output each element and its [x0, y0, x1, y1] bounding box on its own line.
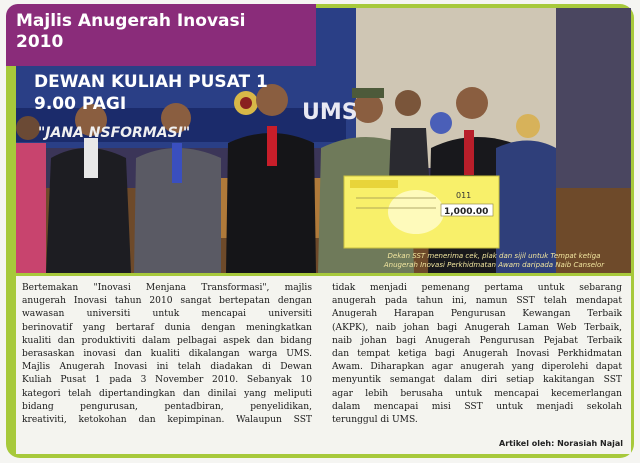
text-line: wawasan universiti untuk mencapai universiti: [22, 309, 312, 320]
cheque-number: 011: [456, 191, 472, 200]
text-line: menyuntik semangat dalam diri setiap kakitangan SST: [332, 375, 622, 386]
text-line: dalam mencapai misi SST untuk menjadi sekolah: [332, 401, 622, 412]
text-line: kualiti dan produktiviti dalam pelbagai aspek dan bidang: [22, 335, 312, 346]
text-line: Awam. Diharapkan agar anugerah yang diperolehi dapat: [332, 362, 622, 373]
text-line: Majlis Anugerah Inovasi ini telah diadakan di Dewan: [22, 362, 312, 373]
text-line: Bertemakan "Inovasi Menjana Transformasi", majlis: [22, 283, 312, 293]
text-line: kreativiti, ketokohan dan kepimpinan. Walaupun SST: [22, 415, 312, 426]
text-line: berasaskan inovasi dan kualiti dikalangan warga UMS.: [22, 349, 312, 360]
text-line: tidak menjadi pemenang pertama untuk sebarang: [332, 283, 622, 293]
cheque-amount: 1,000.00: [444, 207, 489, 217]
title-line-1: Majlis Anugerah Inovasi: [16, 11, 246, 31]
text-line: terunggul di UMS.: [332, 415, 418, 426]
text-line: agar lebih berusaha untuk mencapai kecemerlangan: [332, 388, 622, 399]
text-line: (AKPK), naib johan bagi Anugerah Laman Web Terbaik,: [332, 322, 622, 333]
caption-line-1: Dekan SST menerima cek, plak dan sijil untuk Tempat ketiga: [387, 252, 601, 260]
banner-line-venue: DEWAN KULIAH PUSAT 1: [34, 72, 268, 92]
text-line: bidang pengurusan, pentadbiran, penyelidikan,: [22, 401, 312, 412]
photo-caption: [360, 252, 628, 270]
article-title: [6, 4, 316, 66]
article-column-right: [332, 282, 622, 427]
title-line-2: 2010: [16, 32, 64, 52]
text-line: anugerah Inovasi tahun 2010 sangat bertepatan dengan: [22, 296, 312, 307]
caption-line-2: Anugerah Inovasi Perkhidmatan Awam daripada Naib Canselor: [383, 261, 605, 269]
text-line: Kuliah Pusat 1 pada 3 November 2010. Sebanyak 10: [22, 375, 312, 386]
text-line: Anugerah Harapan Pengurusan Kewangan Terbaik: [332, 309, 622, 320]
text-line: naib johan bagi Anugerah Pengurusan Pejabat Terbaik: [332, 335, 622, 346]
text-line: berinovatif yang bertaraf dunia dengan meningkatkan: [22, 322, 312, 333]
banner-line-theme: "JANA NSFORMASI": [38, 125, 191, 141]
text-line: kategori telah dipertandingkan dan dinilai yang meliputi: [22, 388, 312, 399]
text-line: dan tempat ketiga bagi Anugerah Inovasi Perkhidmatan: [332, 349, 622, 360]
article-credit: Artikel oleh: Norasiah Najal: [499, 439, 623, 448]
article-body: [16, 276, 631, 454]
banner-line-time: 9.00 PAGI: [34, 94, 127, 114]
ums-logo-text: UMS: [302, 100, 358, 125]
article-column-left: [22, 282, 312, 427]
text-line: anugerah pada tahun ini, namun SST telah mendapat: [332, 296, 622, 307]
